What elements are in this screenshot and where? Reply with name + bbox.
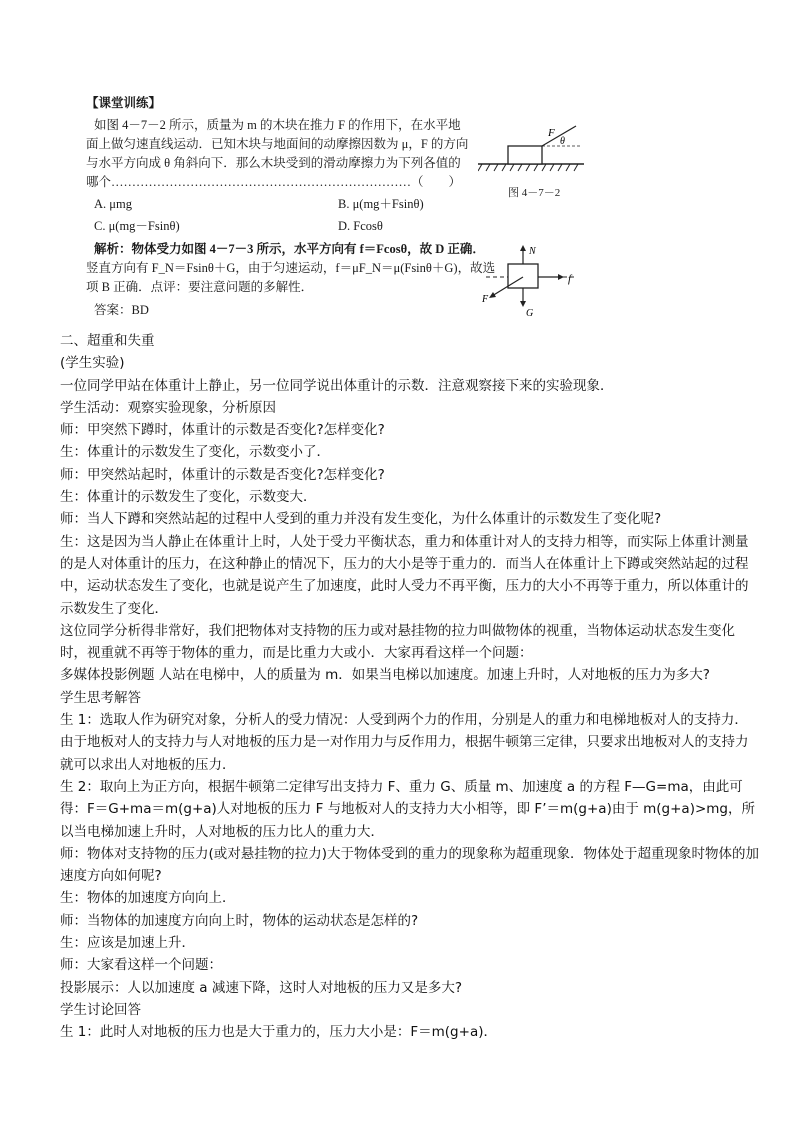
paragraph: 生 1：此时人对地板的压力也是大于重力的，压力大小是：F＝m(g+a)． [60, 1024, 497, 1041]
option-b: B. μ(mg＋Fsinθ) [338, 197, 424, 211]
angle-label: θ [560, 136, 565, 147]
paragraph: 这位同学分析得非常好，我们把物体对支持物的压力或对悬挂物的拉力叫做物体的视重，当物体运动状态发生变化时，视重就不再等于物体的重力，而是比重力大或小．大家再看这样一个问题： [60, 622, 735, 662]
analysis-line: 竖直方向有 F_N＝Fsinθ＋G，由于匀速运动，f＝μF_N＝μ(Fsinθ＋G)，故选 [86, 261, 496, 275]
paragraph: (学生实验) [60, 355, 125, 372]
question-line: 与水平方向成 θ 角斜向下．那么木块受到的滑动摩擦力为下列各值的 [86, 156, 461, 170]
paragraph: 生 2：取向上为正方向，根据牛顿第二定律写出支持力 F、重力 G、质量 m、加速度 a 的方程 F—G=ma，由此可得：F＝G+ma＝m(g+a)人对地板的压力 F 与地板对人的支持力大小相等，即 F’＝m(g+a)由于 m(g+a)>mg，所以当电梯加速上升时，人对地板的压力比人的重力大． [60, 778, 755, 840]
figure-caption: 图 4－7－2 [508, 187, 561, 199]
paragraph: 师：甲突然站起时，体重计的示数是否变化?怎样变化? [60, 466, 385, 483]
section-title: 二、超重和失重 [60, 333, 155, 349]
scanned-exercise [86, 88, 496, 324]
paragraph: 投影展示：人以加速度 a 减速下降，这时人对地板的压力又是多大? [60, 979, 463, 996]
figure-4-7-3 [480, 244, 580, 318]
friction-label: f [568, 273, 572, 285]
option-d: D. Fcosθ [338, 219, 383, 233]
gravity-label: G [526, 308, 534, 318]
paragraph: 生：体重计的示数发生了变化，示数变大． [60, 489, 317, 506]
force-label: F [548, 127, 555, 139]
exercise-heading: 【课堂训练】 [86, 96, 162, 110]
figure-4-7-2 [478, 122, 588, 174]
question-line: 哪个………………………………………………………………（ ） [86, 175, 462, 189]
option-c: C. μ(mg－Fsinθ) [94, 219, 180, 233]
paragraph: 师：大家看这样一个问题： [60, 957, 222, 974]
paragraph: 生 1：选取人作为研究对象，分析人的受力情况：人受到两个力的作用，分别是人的重力和电梯地板对人的支持力．由于地板对人的支持力与人对地板的压力是一对作用力与反作用力，根据牛顿第三定律，只要求出地板对人的支持力就可以求出人对地板的压力． [60, 712, 749, 773]
question-line: 如图 4－7－2 所示，质量为 m 的木块在推力 F 的作用下，在水平地 [94, 118, 461, 132]
block [508, 264, 538, 288]
paragraph: 生：物体的加速度方向向上． [60, 890, 236, 907]
paragraph: 师：物体对支持物的压力(或对悬挂物的拉力)大于物体受到的重力的现象称为超重现象．物体处于超重现象时物体的加速度方向如何呢? [60, 845, 760, 885]
paragraph: 生：体重计的示数发生了变化，示数变小了． [60, 444, 330, 461]
option-a: A. μmg [94, 197, 132, 211]
paragraph: 学生思考解答 [60, 689, 141, 706]
answer-line: 答案：BD [94, 303, 149, 317]
normal-force-label: N [529, 246, 536, 257]
analysis-line: 项 B 正确．点评：要注意问题的多解性． [86, 280, 314, 294]
paragraph: 生：这是因为当人静止在体重计上时，人处于受力平衡状态，重力和体重计对人的支持力相等，而实际上体重计测量的是人对体重计的压力，在这种静止的情况下，压力的大小是等于重力的．而当人在体重计上下蹲或突然站起的过程中，运动状态发生了变化，也就是说产生了加速度，此时人受力不再平衡，压力的大小不再等于重力，所以体重计的示数发生了变化． [60, 533, 749, 617]
paragraph: 师：当物体的加速度方向向上时，物体的运动状态是怎样的? [60, 912, 419, 929]
paragraph: 多媒体投影例题 人站在电梯中，人的质量为 m．如果当电梯以加速度。加速上升时，人对地板的压力为多大? [60, 667, 710, 684]
block [508, 146, 542, 164]
paragraph: 一位同学甲站在体重计上静止，另一位同学说出体重计的示数．注意观察接下来的实验现象． [60, 377, 614, 394]
paragraph: 学生活动：观察实验现象，分析原因 [60, 399, 276, 416]
analysis-line: 解析：物体受力如图 4－7－3 所示，水平方向有 f＝Fcosθ，故 D 正确． [94, 242, 485, 256]
paragraph: 生：应该是加速上升． [60, 935, 195, 952]
paragraph: 师：当人下蹲和突然站起的过程中人受到的重力并没有发生变化，为什么体重计的示数发生了变化呢? [60, 511, 662, 528]
lesson-body [60, 330, 760, 1044]
push-force-label: F [482, 294, 489, 305]
paragraph: 学生讨论回答 [60, 1001, 141, 1018]
paragraph: 师：甲突然下蹲时，体重计的示数是否变化?怎样变化? [60, 422, 385, 439]
question-line: 面上做匀速直线运动．已知木块与地面间的动摩擦因数为 μ，F 的方向 [86, 137, 469, 151]
